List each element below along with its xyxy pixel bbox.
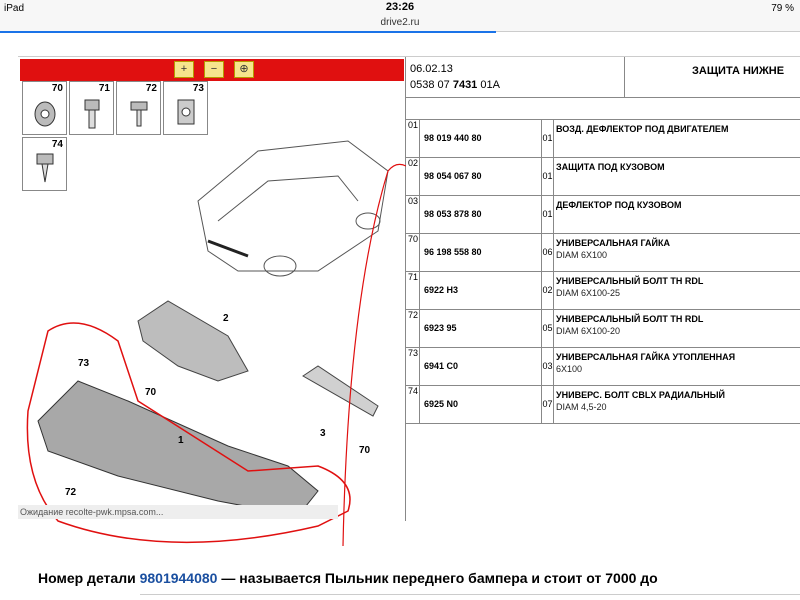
car-illustration	[198, 141, 388, 276]
section-title: ЗАЩИТА НИЖНЕ	[692, 65, 785, 77]
url-text: drive2.ru	[380, 17, 420, 28]
callout-70b: 70	[359, 445, 371, 456]
row-index: 02	[406, 158, 420, 196]
url-bar[interactable]	[0, 14, 800, 32]
part-qty: 01	[542, 158, 554, 196]
part-row[interactable]	[406, 385, 800, 423]
part-qty: 01	[542, 120, 554, 158]
part-row[interactable]	[406, 271, 800, 309]
tile-number: 73	[192, 83, 204, 94]
callout-1: 1	[178, 435, 184, 446]
part-description: ВОЗД. ДЕФЛЕКТОР ПОД ДВИГАТЕЛЕМ	[556, 124, 729, 134]
row-index: 70	[406, 234, 420, 272]
row-index: 03	[406, 196, 420, 234]
part-description: УНИВЕРС. БОЛТ CBLX РАДИАЛЬНЫЙ DIAM 4,5-20	[556, 390, 726, 412]
row-index: 73	[406, 348, 420, 386]
part-row[interactable]	[406, 157, 800, 195]
part-description: УНИВЕРСАЛЬНАЯ ГАЙКА DIAM 6X100	[556, 238, 670, 260]
tile-number: 74	[51, 139, 63, 150]
part-2-shape	[138, 301, 248, 381]
part-row[interactable]	[406, 233, 800, 271]
part-1-shape	[38, 381, 318, 516]
part-description: УНИВЕРСАЛЬНЫЙ БОЛТ TH RDL DIAM 6X100-20	[556, 314, 704, 336]
parts-catalog	[18, 56, 800, 520]
tile-number: 72	[145, 83, 157, 94]
zoom-fit-button[interactable]: ⊕	[234, 61, 254, 78]
leader-line	[343, 164, 406, 546]
callout-2: 2	[223, 313, 229, 324]
part-qty: 02	[542, 272, 554, 310]
part-qty: 06	[542, 234, 554, 272]
part-number: 98 053 878 80	[420, 196, 542, 234]
part-number: 6941 C0	[420, 348, 542, 386]
tile-number: 71	[98, 83, 110, 94]
part-number: 96 198 558 80	[420, 234, 542, 272]
callout-70a: 70	[145, 387, 157, 398]
part-number: 6922 H3	[420, 272, 542, 310]
diagram-panel	[18, 57, 406, 521]
page-load-progress	[0, 31, 496, 33]
row-index: 74	[406, 386, 420, 424]
part-qty: 07	[542, 386, 554, 424]
loading-status: Ожидание recolte-pwk.mpsa.com...	[18, 505, 338, 519]
clock: 23:26	[385, 1, 415, 13]
parts-list-panel	[406, 57, 800, 521]
header-divider	[624, 57, 625, 97]
diagram-toolbar	[20, 59, 404, 81]
part-description: УНИВЕРСАЛЬНАЯ ГАЙКА УТОПЛЕННАЯ 6X100	[556, 352, 736, 374]
zoom-in-button[interactable]: +	[174, 61, 194, 78]
part-description: УНИВЕРСАЛЬНЫЙ БОЛТ TH RDL DIAM 6X100-25	[556, 276, 704, 298]
divider	[140, 594, 800, 595]
callout-73: 73	[78, 358, 90, 369]
header-underline	[406, 97, 800, 98]
part-row[interactable]	[406, 119, 800, 157]
callout-3: 3	[320, 428, 326, 439]
table-end-line	[406, 423, 800, 424]
part-description: ДЕФЛЕКТОР ПОД КУЗОВОМ	[556, 200, 682, 210]
catalog-code: 0538 07 7431 01A	[410, 79, 500, 91]
part-qty: 03	[542, 348, 554, 386]
part-3-shape	[303, 366, 378, 416]
zoom-out-button[interactable]: −	[204, 61, 224, 78]
device-name: iPad	[4, 3, 25, 14]
article-caption: Номер детали 9801944080 — называется Пыльник переднего бампера и стоит от 7000 до	[38, 570, 658, 586]
part-number: 6925 N0	[420, 386, 542, 424]
part-number: 6923 95	[420, 310, 542, 348]
part-number: 98 019 440 80	[420, 120, 542, 158]
row-index: 01	[406, 120, 420, 158]
part-row[interactable]	[406, 347, 800, 385]
battery-level: 79 %	[771, 3, 794, 14]
row-index: 71	[406, 272, 420, 310]
callout-72: 72	[65, 487, 77, 498]
part-number-link[interactable]: 9801944080	[139, 570, 218, 586]
part-row[interactable]	[406, 309, 800, 347]
part-qty: 05	[542, 310, 554, 348]
tile-number: 70	[51, 83, 63, 94]
part-qty: 01	[542, 196, 554, 234]
part-row[interactable]	[406, 195, 800, 233]
exploded-diagram	[18, 81, 406, 501]
part-number: 98 054 067 80	[420, 158, 542, 196]
row-index: 72	[406, 310, 420, 348]
part-description: ЗАЩИТА ПОД КУЗОВОМ	[556, 162, 665, 172]
catalog-date: 06.02.13	[410, 63, 453, 75]
